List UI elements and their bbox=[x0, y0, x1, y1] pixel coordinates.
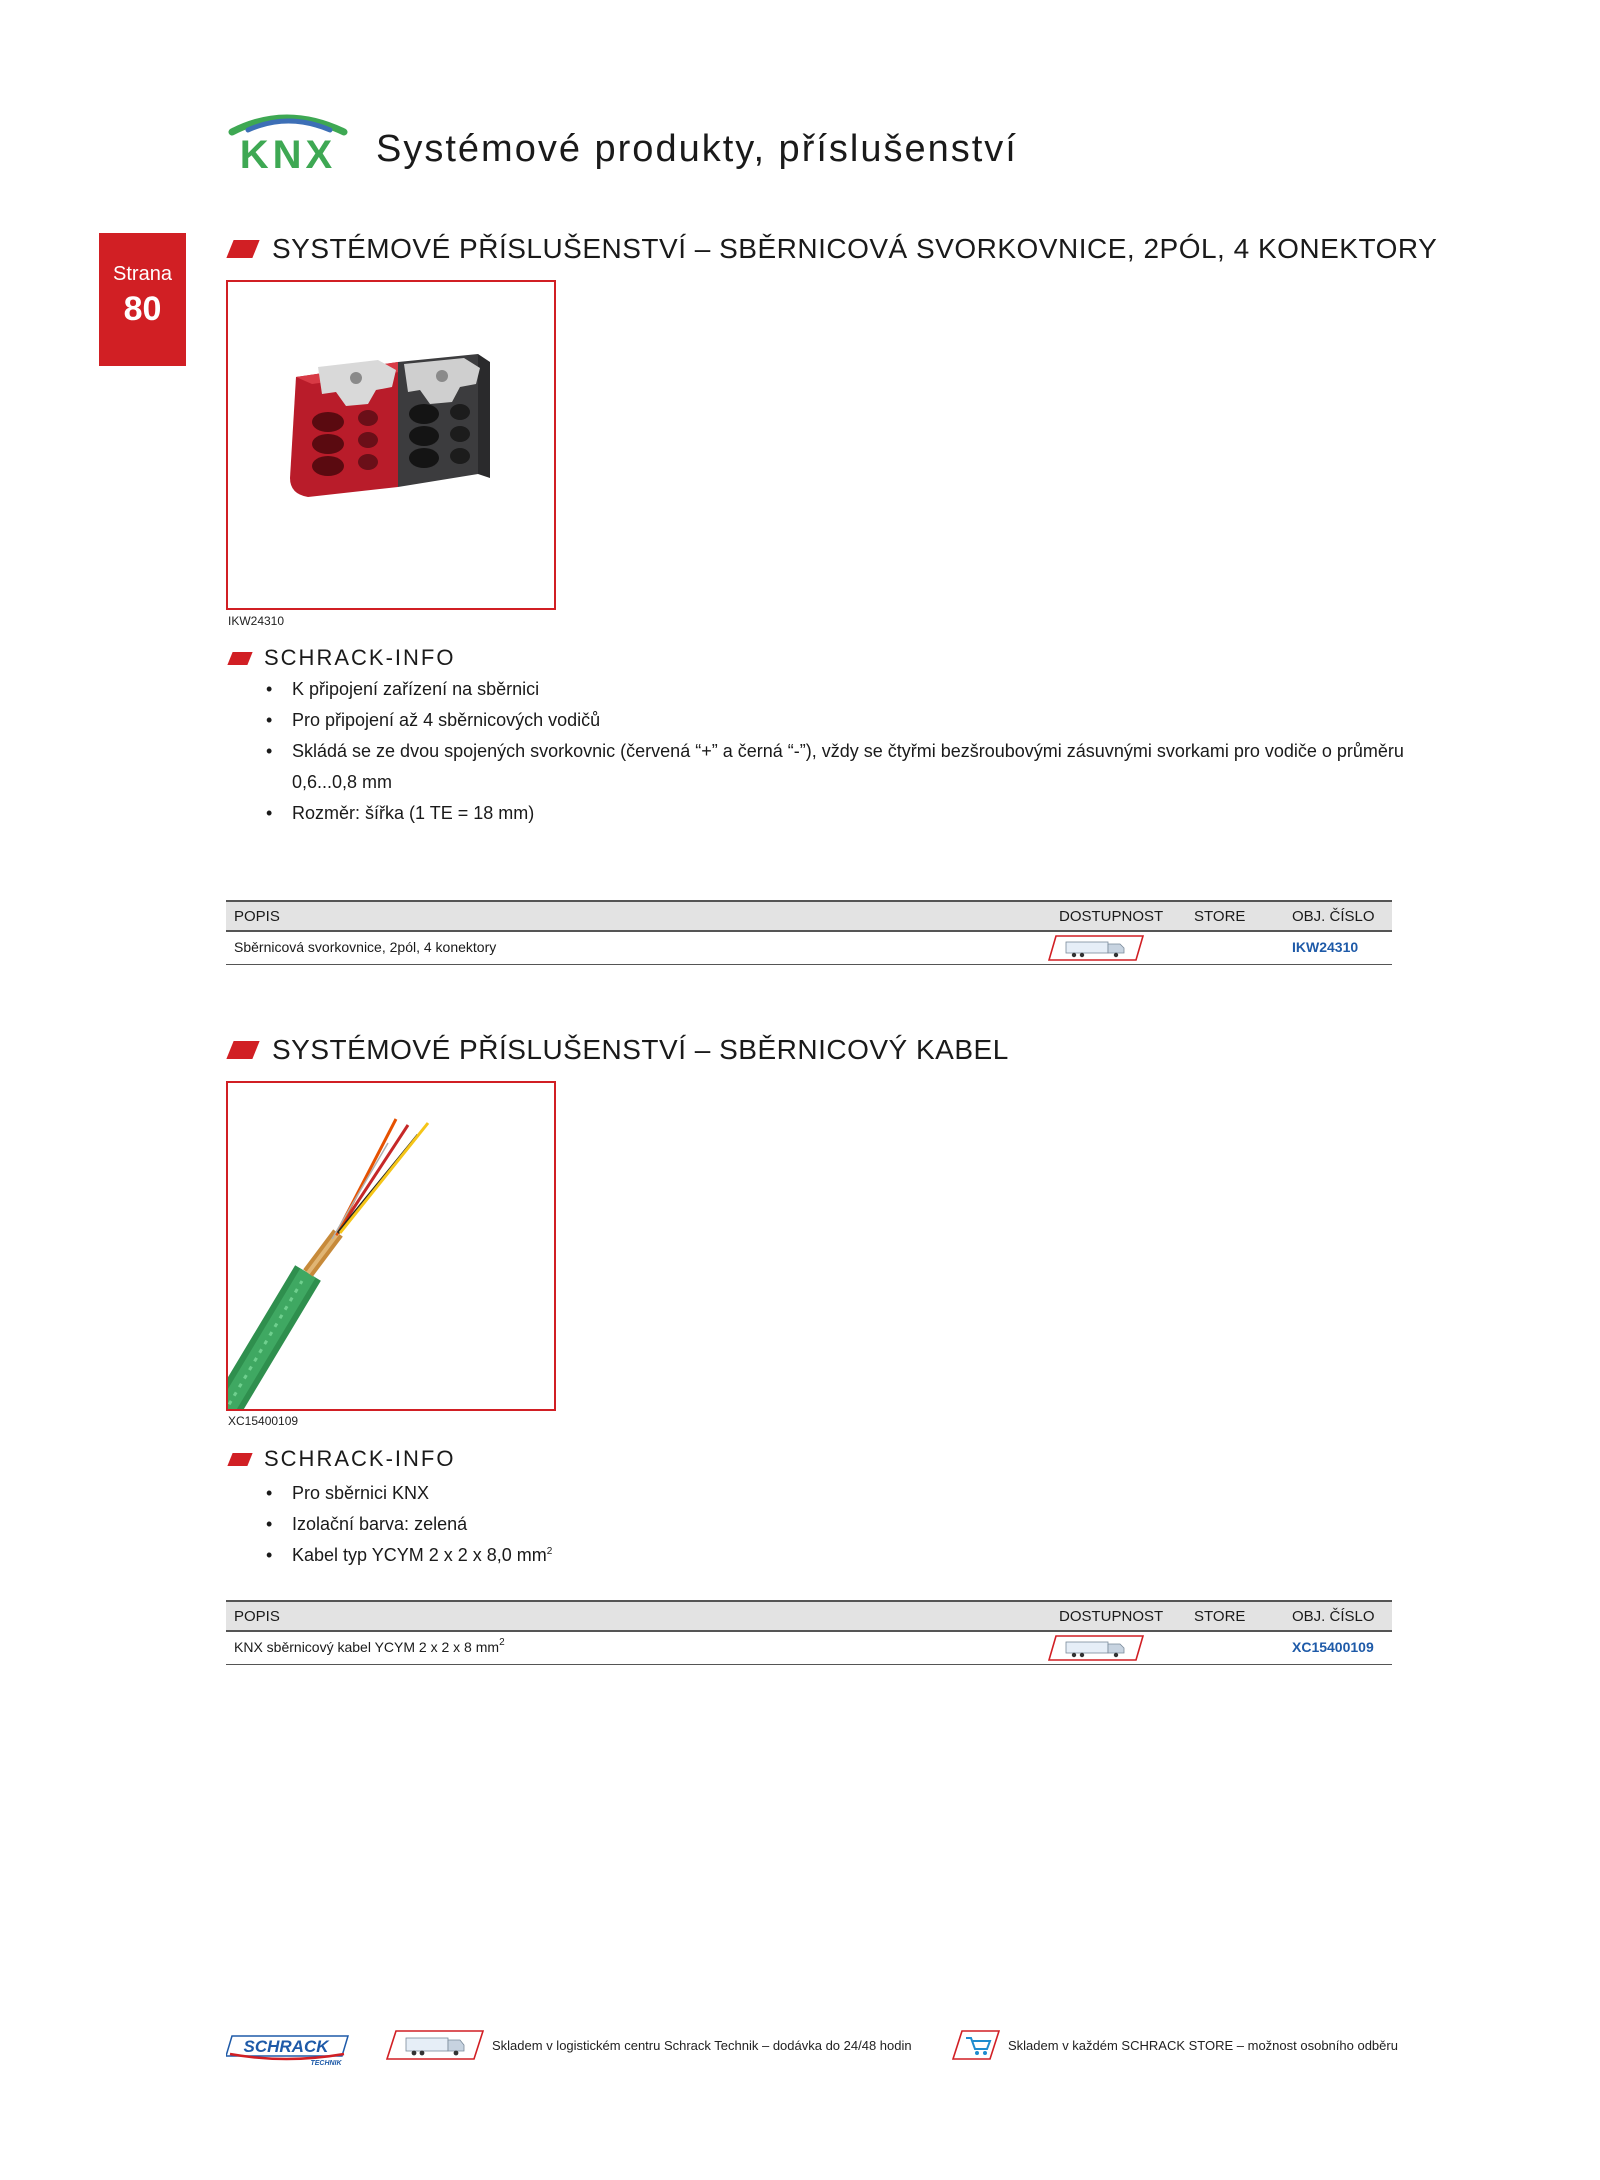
bus-cable-illustration bbox=[228, 1083, 554, 1409]
footer-logistics-legend bbox=[386, 2030, 912, 2060]
order-number-link[interactable]: XC15400109 bbox=[1292, 1639, 1374, 1655]
schrack-info-title: SCHRACK-INFO bbox=[226, 1446, 455, 1472]
product-table-kabel bbox=[226, 1600, 1392, 1665]
svg-text:KNX: KNX bbox=[239, 133, 337, 172]
list-item: • Rozměr: šířka (1 TE = 18 mm) bbox=[266, 798, 1412, 829]
info-marker-icon bbox=[227, 1453, 252, 1466]
logistics-truck-icon bbox=[1048, 935, 1144, 961]
product-image-kabel bbox=[226, 1081, 556, 1411]
col-obj-cislo: OBJ. ČÍSLO bbox=[1292, 908, 1375, 925]
row-popis: KNX sběrnicový kabel YCYM 2 x 2 x 8 $mm^2$ bbox=[234, 1637, 505, 1655]
col-store: STORE bbox=[1194, 908, 1246, 925]
list-item: • K připojení zařízení na sběrnici bbox=[266, 674, 1412, 705]
col-dostupnost: DOSTUPNOST bbox=[1059, 908, 1164, 925]
page-number: 80 bbox=[123, 290, 162, 328]
table-row bbox=[226, 1632, 1392, 1665]
list-item: • Pro připojení až 4 sběrnicových vodičů bbox=[266, 705, 1412, 736]
row-popis: Sběrnicová svorkovnice, 2pól, 4 konektory bbox=[234, 939, 497, 955]
schrack-info-list bbox=[266, 1478, 1412, 1571]
product-image-caption: XC15400109 bbox=[228, 1414, 299, 1428]
schrack-logo bbox=[226, 2034, 350, 2066]
product-image-svorkovnice bbox=[226, 280, 556, 610]
section-marker-icon bbox=[226, 240, 259, 258]
table-row bbox=[226, 932, 1392, 965]
table-header bbox=[226, 1600, 1392, 1632]
product-table-svorkovnice bbox=[226, 900, 1392, 965]
footer-store-legend bbox=[952, 2030, 1398, 2060]
svg-text:TECHNIK: TECHNIK bbox=[310, 2060, 342, 2066]
section-title-kabel bbox=[226, 1034, 1009, 1066]
schrack-info-title: SCHRACK-INFO bbox=[226, 645, 455, 671]
order-number-link[interactable]: IKW24310 bbox=[1292, 939, 1359, 955]
section-title-text: SYSTÉMOVÉ PŘÍSLUŠENSTVÍ – SBĚRNICOVÁ SVORKOVNICE, 2PÓL, 4 KONEKTORY bbox=[272, 233, 1438, 264]
logistics-truck-icon bbox=[386, 2030, 484, 2060]
product-image-caption: IKW24310 bbox=[228, 614, 285, 628]
page-title: Systémové produkty, příslušenství bbox=[376, 128, 1018, 170]
schrack-info-list bbox=[266, 674, 1412, 829]
page-tab-label: Strana bbox=[113, 263, 172, 285]
section-marker-icon bbox=[226, 1041, 259, 1059]
footer-logistics-text: Skladem v logistickém centru Schrack Technik – dodávka do 24/48 hodin bbox=[492, 2037, 912, 2053]
terminal-block-illustration bbox=[228, 282, 554, 608]
section-title-text: SYSTÉMOVÉ PŘÍSLUŠENSTVÍ – SBĚRNICOVÝ KABEL bbox=[272, 1034, 1009, 1065]
list-item: • Pro sběrnici KNX bbox=[266, 1478, 1412, 1509]
table-header bbox=[226, 900, 1392, 932]
info-marker-icon bbox=[227, 652, 252, 665]
col-store: STORE bbox=[1194, 1608, 1246, 1625]
list-item: • Skládá se ze dvou spojených svorkovnic (červená “+” a černá “-”), vždy se čtyřmi bezšroubovými zásuvnými svorkami pro vodiče o průměru 0,6...0,8 mm bbox=[266, 736, 1412, 798]
col-popis: POPIS bbox=[234, 1608, 280, 1625]
section-title-svorkovnice bbox=[226, 233, 1437, 265]
svg-text:SCHRACK: SCHRACK bbox=[243, 2037, 329, 2056]
knx-logo bbox=[226, 108, 350, 172]
col-popis: POPIS bbox=[234, 908, 280, 925]
col-obj-cislo: OBJ. ČÍSLO bbox=[1292, 1608, 1375, 1625]
footer-store-text: Skladem v každém SCHRACK STORE – možnost osobního odběru bbox=[1008, 2037, 1398, 2053]
shopping-cart-icon bbox=[952, 2030, 1000, 2060]
logistics-truck-icon bbox=[1048, 1635, 1144, 1661]
list-item: • Kabel typ YCYM 2 x 2 x 8,0 $mm^2$ bbox=[266, 1540, 1412, 1571]
col-dostupnost: DOSTUPNOST bbox=[1059, 1608, 1164, 1625]
list-item: • Izolační barva: zelená bbox=[266, 1509, 1412, 1540]
page-number-tab bbox=[99, 233, 186, 366]
